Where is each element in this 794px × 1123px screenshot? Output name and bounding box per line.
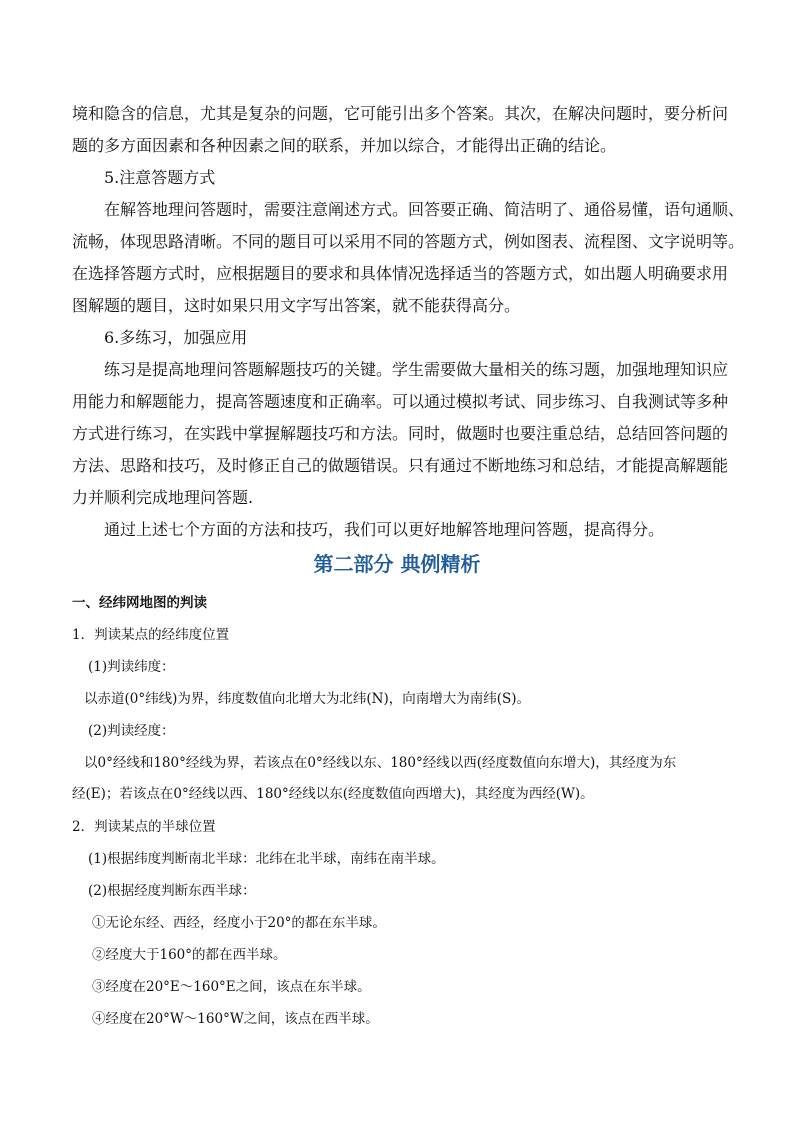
east-west-label: (2)根据经度判断东西半球： <box>88 883 256 899</box>
tip6-paragraph-line: 方法、思路和技巧，及时修正自己的做题错误。只有通过不断地练习和总结，才能提高解题能 <box>72 456 729 475</box>
latitude-label: (1)判读纬度： <box>88 659 175 675</box>
tip5-paragraph-line: 图解题的题目，这时如果只用文字写出答案，就不能获得高分。 <box>72 296 521 315</box>
longitude-label: (2)判读经度： <box>88 723 175 739</box>
tip6-paragraph-line: 练习是提高地理问答题解题技巧的关键。学生需要做大量相关的练习题，加强地理知识应 <box>104 360 729 379</box>
tip6-heading: 6.多练习，加强应用 <box>104 328 248 347</box>
hemisphere-rule: ①无论东经、西经，经度小于20°的都在东半球。 <box>92 915 386 931</box>
item-heading-2: 2．判读某点的半球位置 <box>72 819 216 835</box>
tip5-paragraph-line: 流畅，体现思路清晰。不同的题目可以采用不同的答题方式，例如图表、流程图、文字说明等。 <box>72 232 745 251</box>
tip5-paragraph-line: 在选择答题方式时，应根据题目的要求和具体情况选择适当的答题方式，如出题人明确要求用 <box>72 264 729 283</box>
longitude-text-line: 以0°经线和180°经线为界，若该点在0°经线以东、180°经线以西(经度数值向东增大)，其经度为东 <box>84 755 677 771</box>
hemisphere-rule: ③经度在20°E～160°E之间，该点在东半球。 <box>92 979 371 995</box>
hemisphere-rule: ④经度在20°W～160°W之间，该点在西半球。 <box>92 1011 379 1027</box>
intro-line-2: 题的多方面因素和各种因素之间的联系，并加以综合，才能得出正确的结论。 <box>72 136 617 155</box>
tip6-paragraph-line: 力并顺利完成地理问答题. <box>72 488 254 507</box>
item-heading-1: 1．判读某点的经纬度位置 <box>72 627 230 643</box>
tip6-paragraph-line: 方式进行练习，在实践中掌握解题技巧和方法。同时，做题时也要注重总结，总结回答问题的 <box>72 424 729 443</box>
latitude-text: 以赤道(0°纬线)为界，纬度数值向北增大为北纬(N)，向南增大为南纬(S)。 <box>84 691 531 707</box>
intro-line-1: 境和隐含的信息，尤其是复杂的问题，它可能引出多个答案。其次，在解决问题时，要分析问 <box>72 104 729 123</box>
longitude-text-line: 经(E)；若该点在0°经线以西、180°经线以东(经度数值向西增大)，其经度为西经(W)。 <box>72 786 594 802</box>
part-two-title: 第二部分 典例精析 <box>313 552 481 576</box>
summary-line: 通过上述七个方面的方法和技巧，我们可以更好地解答地理问答题，提高得分。 <box>104 520 665 539</box>
north-south-rule: (1)根据纬度判断南北半球：北纬在北半球，南纬在南半球。 <box>88 851 445 867</box>
tip5-paragraph-line: 在解答地理问答题时，需要注意阐述方式。回答要正确、简洁明了、通俗易懂，语句通顺、 <box>104 200 745 219</box>
tip5-heading: 5.注意答题方式 <box>104 168 216 187</box>
hemisphere-rule: ②经度大于160°的都在西半球。 <box>92 947 287 963</box>
section-title: 一、经纬网地图的判读 <box>72 595 207 611</box>
tip6-paragraph-line: 用能力和解题能力，提高答题速度和正确率。可以通过模拟考试、同步练习、自我测试等多种 <box>72 392 729 411</box>
